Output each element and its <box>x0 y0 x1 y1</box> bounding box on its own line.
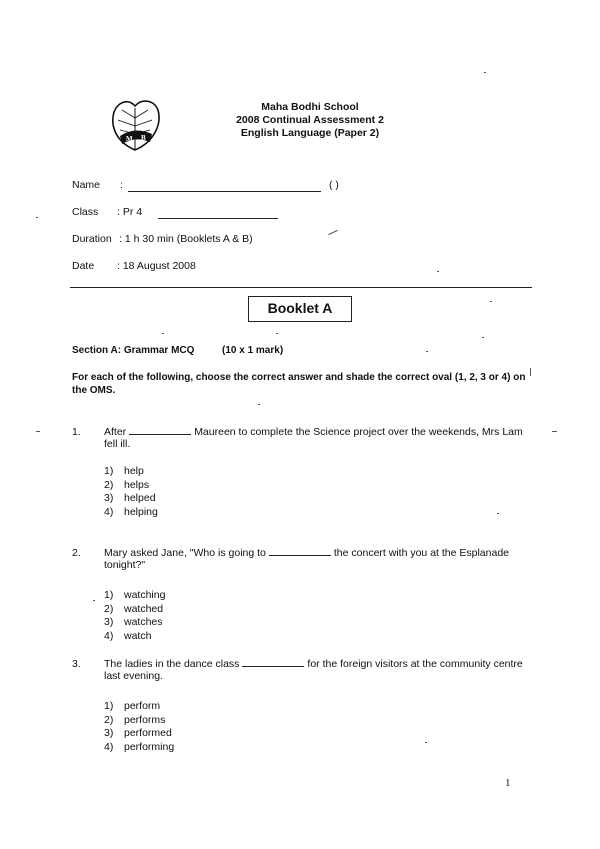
question-text-after: the concert with you at the Esplanade tonight?" <box>104 547 510 571</box>
answer-blank <box>269 547 331 556</box>
svg-text:M: M <box>126 135 133 143</box>
class-label: Class <box>72 206 99 218</box>
question-text-before: After <box>104 426 127 438</box>
option: 3) watches <box>104 616 163 628</box>
option: 1) perform <box>104 700 161 712</box>
name-label: Name <box>72 179 101 191</box>
option: 1) watching <box>104 589 166 601</box>
question-number: 2. <box>72 547 81 559</box>
question-text-after: Maureen to complete the Science project over the weekends, Mrs Lam fell ill. <box>104 426 523 450</box>
scan-speck <box>426 351 428 352</box>
name-line <box>128 191 321 192</box>
section-name: Section A: Grammar MCQ <box>72 345 195 356</box>
duration-value: : 1 h 30 min (Booklets A & B) <box>119 233 253 245</box>
question-text <box>104 658 524 682</box>
option: 4) performing <box>104 740 175 753</box>
section-title <box>72 345 283 356</box>
name-colon: : <box>120 179 123 191</box>
scan-speck <box>530 368 531 376</box>
answer-blank <box>242 658 304 667</box>
option: 3) performed <box>104 727 172 739</box>
duration-label: Duration <box>72 233 112 245</box>
option: 1) help <box>104 465 144 477</box>
scan-speck <box>437 271 439 272</box>
option: 2) watched <box>104 602 164 615</box>
section-instructions: For each of the following, choose the correct answer and shade the correct oval (1, 2, 3 or 4) on the OMS. <box>72 372 526 396</box>
exam-title: 2008 Continual Assessment 2 <box>236 114 384 126</box>
page-number: 1 <box>505 777 511 789</box>
scan-speck <box>162 333 164 334</box>
scan-speck <box>258 404 260 405</box>
class-value: : Pr 4 <box>117 206 143 218</box>
scan-speck <box>552 431 557 432</box>
option: 3) helped <box>104 492 156 504</box>
question-text-before: Mary asked Jane, "Who is going to <box>104 547 266 559</box>
options-list <box>104 589 165 643</box>
scan-speck <box>490 301 492 302</box>
question-text <box>104 547 524 571</box>
option: 4) helping <box>104 505 158 518</box>
school-name: Maha Bodhi School <box>261 101 359 113</box>
question-number: 3. <box>72 658 81 670</box>
question-text-after: for the foreign visitors at the community centre last evening. <box>104 658 523 682</box>
option: 2) helps <box>104 478 150 491</box>
scan-speck <box>36 431 40 432</box>
booklet-title: Booklet A <box>248 296 352 322</box>
subject-title: English Language (Paper 2) <box>240 127 380 139</box>
scan-speck <box>93 600 95 601</box>
question-text <box>104 426 524 450</box>
option: 4) watch <box>104 629 152 642</box>
option: 2) performs <box>104 713 166 726</box>
date-value: : 18 August 2008 <box>117 260 196 272</box>
scan-speck <box>482 337 484 338</box>
class-line <box>158 218 278 219</box>
header-divider <box>70 287 532 288</box>
question-text-before: The ladies in the dance class <box>104 658 240 670</box>
date-label: Date <box>72 260 95 272</box>
question-number: 1. <box>72 426 81 438</box>
scan-speck <box>276 333 278 334</box>
svg-text:B: B <box>141 134 146 142</box>
scan-speck <box>425 742 427 743</box>
options-list <box>104 465 158 519</box>
scan-speck <box>484 72 486 73</box>
scan-speck <box>36 217 38 218</box>
answer-blank <box>129 426 191 435</box>
school-logo <box>108 96 162 152</box>
scan-speck <box>497 513 499 514</box>
section-marks: (10 x 1 mark) <box>222 345 284 356</box>
scan-speck <box>328 230 337 235</box>
register-number-paren: ( ) <box>329 179 339 191</box>
options-list <box>104 700 174 754</box>
